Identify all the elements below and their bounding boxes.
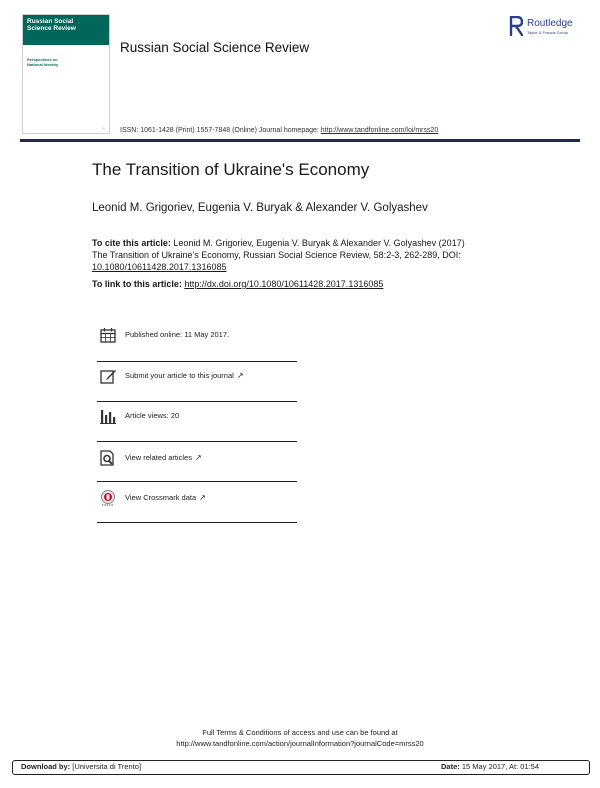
cover-subtitle-line2: National Identity [27, 62, 59, 67]
citation-label: To cite this article: [92, 238, 171, 248]
article-authors: Leonid M. Grigoriev, Eugenia V. Buryak & Alexander V. Golyashev [92, 202, 428, 214]
download-date-value: 15 May 2017, At: 01:54 [459, 762, 539, 771]
citation-block [92, 237, 512, 273]
external-link-icon: ↗ [194, 453, 202, 462]
downloaded-by [21, 762, 141, 771]
article-doi-link[interactable]: http://dx.doi.org/10.1080/10611428.2017.1316085 [184, 279, 384, 289]
issn-text: ISSN: 1061-1428 (Print) 1557-7848 (Online) Journal homepage: [120, 127, 321, 134]
header-divider [20, 139, 580, 142]
article-views-text: Article views: 20 [125, 411, 180, 420]
routledge-r-icon [509, 16, 523, 36]
related-articles-row[interactable] [97, 450, 297, 488]
downloaded-by-value: [Universita di Trento] [70, 762, 142, 771]
cover-title-line1: Russian Social [27, 18, 74, 25]
cover-title-line2: Science Review [27, 25, 76, 32]
cover-subtitle [27, 57, 87, 67]
publisher-tagline: Taylor & Francis Group [527, 30, 568, 35]
info-divider [97, 401, 297, 402]
terms-url[interactable]: http://www.tandfonline.com/action/journalInformation?journalCode=mrss20 [176, 739, 424, 748]
published-online-text: Published online: 11 May 2017. [125, 330, 230, 339]
search-document-icon [100, 450, 116, 466]
cover-subtitle-line1: Perspectives on [27, 57, 58, 62]
journal-title: Russian Social Science Review [120, 40, 310, 55]
info-divider [97, 522, 297, 523]
external-link-icon: ↗ [236, 371, 244, 380]
cover-title [27, 18, 105, 32]
article-link-label: To link to this article: [92, 279, 185, 289]
article-link-line [92, 279, 383, 289]
info-divider [97, 441, 297, 442]
terms-notice [0, 727, 600, 749]
crossmark-link[interactable] [125, 493, 206, 502]
cover-title-band [23, 15, 109, 45]
info-divider [97, 361, 297, 362]
bar-chart-icon [100, 408, 116, 424]
download-info-bar [12, 760, 590, 775]
download-date-label: Date: [441, 762, 460, 771]
downloaded-by-label: Download by: [21, 762, 71, 771]
terms-line1: Full Terms & Conditions of access and use can be found at [202, 728, 398, 737]
publisher-name: Routledge [527, 18, 573, 29]
citation-line2: The Transition of Ukraine's Economy, Russian Social Science Review, 58:2-3, 262-289, DOI: [92, 250, 461, 260]
crossmark-icon [100, 490, 116, 506]
external-link-icon: ↗ [199, 493, 206, 502]
published-online-row [97, 327, 297, 365]
citation-line1: Leonid M. Grigoriev, Eugenia V. Buryak & Alexander V. Golyashev (2017) [170, 238, 465, 248]
calendar-icon [100, 327, 116, 343]
download-date [441, 762, 539, 771]
crossmark-label: View Crossmark data [125, 493, 197, 502]
info-divider [97, 481, 297, 482]
citation-doi[interactable]: 10.1080/10611428.2017.1316085 [92, 262, 227, 272]
journal-homepage-link[interactable]: http://www.tandfonline.com/loi/mrss20 [320, 127, 439, 134]
article-title: The Transition of Ukraine's Economy [92, 160, 370, 179]
issn-line [120, 127, 438, 134]
submit-article-label: Submit your article to this journal [125, 371, 234, 380]
related-articles-link[interactable] [125, 453, 202, 462]
cover-publisher-mark: ▪▪▪ [101, 126, 105, 130]
edit-icon [100, 368, 116, 384]
submit-article-link[interactable] [125, 371, 244, 380]
journal-cover-image [22, 14, 110, 134]
related-articles-label: View related articles [125, 453, 192, 462]
